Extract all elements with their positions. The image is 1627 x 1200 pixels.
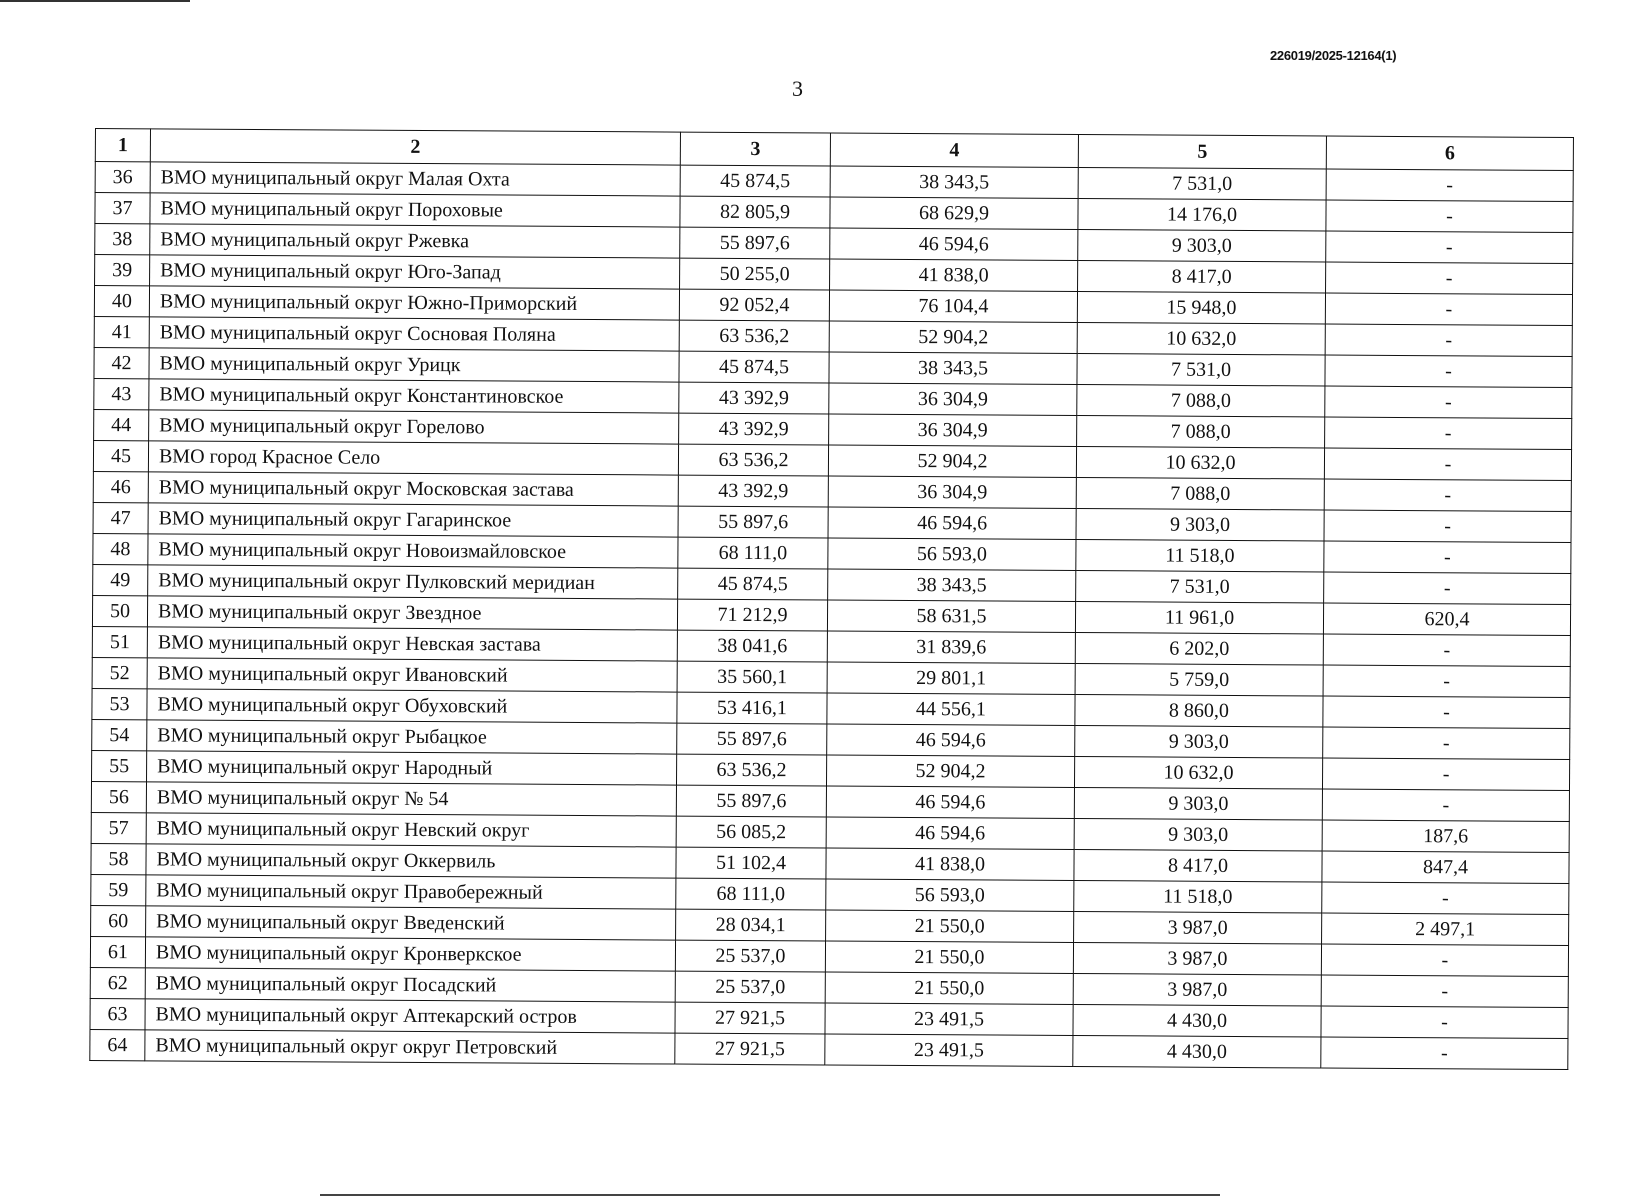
value-col-5: 5 759,0	[1075, 663, 1323, 696]
value-col-5: 10 632,0	[1076, 447, 1324, 480]
row-number: 36	[95, 162, 150, 193]
value-col-6: -	[1324, 541, 1571, 574]
value-col-6: -	[1322, 882, 1569, 915]
row-number: 42	[94, 347, 149, 378]
value-col-6: -	[1325, 293, 1572, 326]
column-header-6: 6	[1326, 136, 1573, 171]
value-col-5: 11 518,0	[1076, 540, 1324, 573]
value-col-3: 63 536,2	[678, 444, 828, 476]
value-col-5: 8 860,0	[1075, 694, 1323, 727]
municipality-name: ВМО муниципальный округ Обуховский	[147, 689, 677, 723]
value-col-3: 68 111,0	[676, 878, 826, 910]
municipality-name: ВМО муниципальный округ Оккервиль	[146, 844, 676, 878]
value-col-4: 68 629,9	[830, 197, 1078, 230]
municipality-name: ВМО муниципальный округ Невский округ	[146, 813, 676, 847]
row-number: 62	[90, 967, 145, 998]
value-col-4: 38 343,5	[830, 166, 1078, 199]
value-col-4: 23 491,5	[825, 1003, 1073, 1036]
value-col-3: 35 560,1	[677, 661, 827, 693]
value-col-5: 8 417,0	[1074, 849, 1322, 882]
value-col-3: 55 897,6	[677, 723, 827, 755]
value-col-4: 46 594,6	[826, 786, 1074, 819]
value-col-3: 55 897,6	[678, 506, 828, 538]
value-col-4: 56 593,0	[826, 879, 1074, 912]
value-col-5: 10 632,0	[1077, 323, 1325, 356]
value-col-6: 187,6	[1322, 820, 1569, 853]
document-id: 226019/2025-12164(1)	[1270, 48, 1397, 63]
value-col-4: 38 343,5	[829, 352, 1077, 385]
value-col-3: 27 921,5	[675, 1033, 825, 1065]
row-number: 58	[91, 843, 146, 874]
value-col-5: 7 531,0	[1078, 168, 1326, 201]
value-col-6: -	[1321, 944, 1568, 977]
row-number: 47	[93, 502, 148, 533]
value-col-6: -	[1324, 448, 1571, 481]
value-col-5: 7 088,0	[1076, 478, 1324, 511]
value-col-3: 63 536,2	[679, 320, 829, 352]
municipality-name: ВМО муниципальный округ Народный	[147, 751, 677, 785]
value-col-4: 58 631,5	[827, 600, 1075, 633]
municipality-name: ВМО муниципальный округ Звездное	[147, 596, 677, 630]
value-col-5: 9 303,0	[1074, 818, 1322, 851]
value-col-6: -	[1322, 789, 1569, 822]
municipality-name: ВМО муниципальный округ Рыбацкое	[147, 720, 677, 754]
municipality-name: ВМО муниципальный округ Пулковский меридиан	[148, 565, 678, 599]
value-col-4: 56 593,0	[828, 538, 1076, 571]
value-col-6: -	[1324, 572, 1571, 605]
value-col-6: -	[1325, 324, 1572, 357]
value-col-6: -	[1323, 696, 1570, 729]
municipality-name: ВМО муниципальный округ Ивановский	[147, 658, 677, 692]
value-col-5: 3 987,0	[1074, 911, 1322, 944]
value-col-4: 21 550,0	[825, 941, 1073, 974]
value-col-4: 23 491,5	[825, 1034, 1073, 1067]
value-col-5: 7 088,0	[1077, 416, 1325, 449]
municipality-name: ВМО муниципальный округ Правобережный	[146, 875, 676, 909]
value-col-4: 44 556,1	[827, 693, 1075, 726]
value-col-4: 76 104,4	[829, 290, 1077, 323]
value-col-4: 36 304,9	[829, 383, 1077, 416]
column-header-3: 3	[680, 132, 830, 166]
value-col-3: 63 536,2	[676, 754, 826, 786]
value-col-4: 21 550,0	[826, 910, 1074, 943]
value-col-5: 14 176,0	[1078, 199, 1326, 232]
row-number: 59	[91, 874, 146, 905]
value-col-5: 9 303,0	[1076, 509, 1324, 542]
value-col-6: -	[1324, 510, 1571, 543]
value-col-3: 45 874,5	[678, 568, 828, 600]
value-col-5: 8 417,0	[1078, 261, 1326, 294]
value-col-3: 43 392,9	[679, 382, 829, 414]
value-col-4: 41 838,0	[826, 848, 1074, 881]
value-col-6: 847,4	[1322, 851, 1569, 884]
value-col-6: -	[1325, 417, 1572, 450]
row-number: 63	[90, 998, 145, 1029]
row-number: 53	[92, 688, 147, 719]
value-col-3: 43 392,9	[679, 413, 829, 445]
value-col-3: 50 255,0	[680, 258, 830, 290]
value-col-3: 82 805,9	[680, 196, 830, 228]
row-number: 44	[94, 409, 149, 440]
value-col-5: 4 430,0	[1073, 1004, 1321, 1037]
value-col-3: 38 041,6	[677, 630, 827, 662]
municipality-name: ВМО муниципальный округ округ Петровский	[145, 1030, 675, 1064]
municipality-name: ВМО муниципальный округ Московская застава	[148, 472, 678, 506]
value-col-6: -	[1323, 634, 1570, 667]
row-number: 50	[92, 595, 147, 626]
value-col-6: 620,4	[1323, 603, 1570, 636]
municipality-name: ВМО муниципальный округ Урицк	[149, 348, 679, 382]
value-col-6: 2 497,1	[1322, 913, 1569, 946]
row-number: 52	[92, 657, 147, 688]
value-col-3: 45 874,5	[679, 351, 829, 383]
value-col-4: 31 839,6	[827, 631, 1075, 664]
value-col-6: -	[1326, 200, 1573, 233]
municipality-name: ВМО муниципальный округ Ржевка	[150, 224, 680, 258]
value-col-4: 46 594,6	[830, 228, 1078, 261]
municipality-name: ВМО муниципальный округ Южно-Приморский	[149, 286, 679, 320]
value-col-6: -	[1323, 665, 1570, 698]
row-number: 54	[92, 719, 147, 750]
value-col-6: -	[1326, 231, 1573, 264]
row-number: 46	[93, 471, 148, 502]
row-number: 40	[94, 286, 149, 317]
municipality-name: ВМО город Красное Село	[148, 441, 678, 475]
page-number: 3	[792, 76, 803, 101]
value-col-3: 55 897,6	[676, 785, 826, 817]
value-col-4: 46 594,6	[826, 817, 1074, 850]
column-header-1: 1	[95, 129, 150, 162]
row-number: 49	[93, 564, 148, 595]
value-col-4: 36 304,9	[829, 414, 1077, 447]
value-col-5: 15 948,0	[1077, 292, 1325, 325]
value-col-4: 36 304,9	[828, 476, 1076, 509]
row-number: 51	[92, 626, 147, 657]
budget-table	[89, 128, 1574, 1070]
value-col-6: -	[1325, 386, 1572, 419]
column-header-5: 5	[1078, 135, 1326, 170]
municipality-name: ВМО муниципальный округ Новоизмайловское	[148, 534, 678, 568]
row-number: 43	[94, 378, 149, 409]
value-col-3: 68 111,0	[678, 537, 828, 569]
municipality-name: ВМО муниципальный округ Посадский	[145, 968, 675, 1002]
value-col-6: -	[1326, 169, 1573, 202]
value-col-4: 21 550,0	[825, 972, 1073, 1005]
value-col-5: 7 531,0	[1077, 354, 1325, 387]
value-col-6: -	[1321, 1037, 1568, 1070]
value-col-6: -	[1326, 262, 1573, 295]
value-col-4: 46 594,6	[827, 724, 1075, 757]
value-col-5: 6 202,0	[1075, 632, 1323, 665]
column-header-4: 4	[830, 133, 1078, 168]
row-number: 60	[91, 905, 146, 936]
row-number: 57	[91, 812, 146, 843]
value-col-3: 25 537,0	[675, 940, 825, 972]
value-col-5: 11 518,0	[1074, 880, 1322, 913]
column-header-2: 2	[150, 129, 680, 165]
value-col-5: 3 987,0	[1073, 973, 1321, 1006]
value-col-3: 45 874,5	[680, 165, 830, 197]
value-col-3: 92 052,4	[679, 289, 829, 321]
table-body	[90, 162, 1573, 1070]
municipality-name: ВМО муниципальный округ Горелово	[149, 410, 679, 444]
value-col-6: -	[1324, 479, 1571, 512]
value-col-5: 4 430,0	[1073, 1035, 1321, 1068]
municipality-name: ВМО муниципальный округ Константиновское	[149, 379, 679, 413]
budget-table-wrapper	[89, 128, 1573, 1070]
value-col-3: 43 392,9	[678, 475, 828, 507]
municipality-name: ВМО муниципальный округ Юго-Запад	[150, 255, 680, 289]
value-col-6: -	[1325, 355, 1572, 388]
value-col-3: 51 102,4	[676, 847, 826, 879]
value-col-4: 38 343,5	[828, 569, 1076, 602]
top-edge-rule	[0, 0, 190, 2]
value-col-3: 55 897,6	[680, 227, 830, 259]
value-col-6: -	[1321, 1006, 1568, 1039]
municipality-name: ВМО муниципальный округ Введенский	[146, 906, 676, 940]
value-col-3: 71 212,9	[677, 599, 827, 631]
municipality-name: ВМО муниципальный округ Малая Охта	[150, 162, 680, 196]
value-col-3: 53 416,1	[677, 692, 827, 724]
bottom-edge-rule	[320, 1194, 1220, 1196]
municipality-name: ВМО муниципальный округ Невская застава	[147, 627, 677, 661]
value-col-4: 52 904,2	[829, 321, 1077, 354]
row-number: 39	[95, 255, 150, 286]
value-col-5: 9 303,0	[1074, 787, 1322, 820]
row-number: 56	[91, 781, 146, 812]
row-number: 41	[94, 316, 149, 347]
row-number: 64	[90, 1029, 145, 1060]
value-col-6: -	[1322, 758, 1569, 791]
value-col-5: 3 987,0	[1073, 942, 1321, 975]
value-col-5: 9 303,0	[1078, 230, 1326, 263]
row-number: 61	[90, 936, 145, 967]
value-col-6: -	[1323, 727, 1570, 760]
value-col-6: -	[1321, 975, 1568, 1008]
municipality-name: ВМО муниципальный округ Сосновая Поляна	[149, 317, 679, 351]
municipality-name: ВМО муниципальный округ Аптекарский остров	[145, 999, 675, 1033]
row-number: 48	[93, 533, 148, 564]
municipality-name: ВМО муниципальный округ № 54	[146, 782, 676, 816]
value-col-3: 27 921,5	[675, 1002, 825, 1034]
value-col-5: 7 531,0	[1076, 570, 1324, 603]
value-col-3: 25 537,0	[675, 971, 825, 1003]
municipality-name: ВМО муниципальный округ Гагаринское	[148, 503, 678, 537]
value-col-3: 56 085,2	[676, 816, 826, 848]
municipality-name: ВМО муниципальный округ Кронверкское	[145, 937, 675, 971]
value-col-5: 9 303,0	[1075, 725, 1323, 758]
value-col-4: 52 904,2	[826, 755, 1074, 788]
value-col-4: 41 838,0	[830, 259, 1078, 292]
row-number: 55	[92, 750, 147, 781]
row-number: 37	[95, 193, 150, 224]
value-col-5: 10 632,0	[1074, 756, 1322, 789]
value-col-3: 28 034,1	[676, 909, 826, 941]
value-col-4: 46 594,6	[828, 507, 1076, 540]
value-col-5: 11 961,0	[1075, 601, 1323, 634]
row-number: 38	[95, 224, 150, 255]
value-col-5: 7 088,0	[1077, 385, 1325, 418]
value-col-4: 52 904,2	[828, 445, 1076, 478]
value-col-4: 29 801,1	[827, 662, 1075, 695]
municipality-name: ВМО муниципальный округ Пороховые	[150, 193, 680, 227]
row-number: 45	[93, 440, 148, 471]
